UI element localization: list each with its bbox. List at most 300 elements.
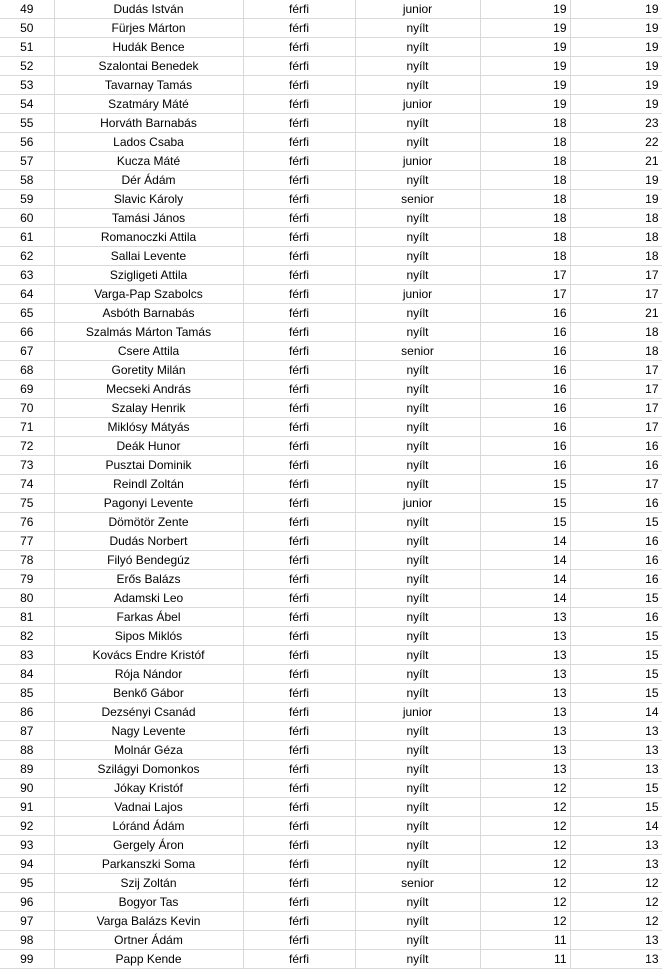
gender-cell: férfi [243,836,355,855]
category-cell: nyílt [355,760,480,779]
gender-cell: férfi [243,931,355,950]
name-cell: Pagonyi Levente [54,494,243,513]
gender-cell: férfi [243,893,355,912]
category-cell: nyílt [355,304,480,323]
name-cell: Dezsényi Csanád [54,703,243,722]
table-row [0,114,662,133]
rank-cell: 92 [0,817,54,836]
score-cell: 12 [480,779,570,798]
rank-cell: 93 [0,836,54,855]
category-cell: junior [355,95,480,114]
rank-cell: 74 [0,475,54,494]
name-cell: Sipos Miklós [54,627,243,646]
gender-cell: férfi [243,304,355,323]
table-row [0,665,662,684]
rank-cell: 78 [0,551,54,570]
table-row [0,19,662,38]
gender-cell: férfi [243,589,355,608]
gender-cell: férfi [243,912,355,931]
category-cell: nyílt [355,608,480,627]
best-score-cell: 23 [570,114,662,133]
score-cell: 13 [480,665,570,684]
category-cell: nyílt [355,627,480,646]
score-cell: 12 [480,836,570,855]
name-cell: Ortner Ádám [54,931,243,950]
name-cell: Varga Balázs Kevin [54,912,243,931]
gender-cell: férfi [243,456,355,475]
best-score-cell: 17 [570,361,662,380]
category-cell: nyílt [355,646,480,665]
name-cell: Lóránd Ádám [54,817,243,836]
gender-cell: férfi [243,95,355,114]
category-cell: nyílt [355,247,480,266]
category-cell: nyílt [355,912,480,931]
name-cell: Lados Csaba [54,133,243,152]
score-cell: 13 [480,684,570,703]
table-row [0,912,662,931]
name-cell: Erős Balázs [54,570,243,589]
gender-cell: férfi [243,38,355,57]
best-score-cell: 17 [570,285,662,304]
best-score-cell: 15 [570,627,662,646]
table-row [0,513,662,532]
score-cell: 17 [480,285,570,304]
rank-cell: 99 [0,950,54,969]
best-score-cell: 17 [570,418,662,437]
score-cell: 14 [480,570,570,589]
gender-cell: férfi [243,380,355,399]
table-row [0,551,662,570]
category-cell: nyílt [355,684,480,703]
category-cell: nyílt [355,551,480,570]
name-cell: Horváth Barnabás [54,114,243,133]
best-score-cell: 15 [570,684,662,703]
best-score-cell: 19 [570,76,662,95]
table-row [0,684,662,703]
best-score-cell: 19 [570,38,662,57]
gender-cell: férfi [243,399,355,418]
category-cell: nyílt [355,532,480,551]
gender-cell: férfi [243,266,355,285]
category-cell: nyílt [355,380,480,399]
score-cell: 16 [480,323,570,342]
best-score-cell: 13 [570,950,662,969]
gender-cell: férfi [243,190,355,209]
category-cell: senior [355,342,480,361]
best-score-cell: 22 [570,133,662,152]
name-cell: Dömötör Zente [54,513,243,532]
name-cell: Adamski Leo [54,589,243,608]
best-score-cell: 18 [570,323,662,342]
category-cell: junior [355,0,480,19]
category-cell: junior [355,703,480,722]
rank-cell: 49 [0,0,54,19]
name-cell: Pusztai Dominik [54,456,243,475]
rank-cell: 94 [0,855,54,874]
score-cell: 19 [480,57,570,76]
best-score-cell: 12 [570,912,662,931]
best-score-cell: 16 [570,532,662,551]
table-row [0,779,662,798]
rank-cell: 89 [0,760,54,779]
category-cell: nyílt [355,76,480,95]
gender-cell: férfi [243,0,355,19]
best-score-cell: 19 [570,57,662,76]
name-cell: Reindl Zoltán [54,475,243,494]
best-score-cell: 16 [570,608,662,627]
gender-cell: férfi [243,532,355,551]
best-score-cell: 17 [570,266,662,285]
name-cell: Csere Attila [54,342,243,361]
rank-cell: 51 [0,38,54,57]
score-cell: 19 [480,38,570,57]
table-row [0,836,662,855]
category-cell: nyílt [355,437,480,456]
category-cell: nyílt [355,741,480,760]
name-cell: Romanoczki Attila [54,228,243,247]
gender-cell: férfi [243,342,355,361]
score-cell: 12 [480,798,570,817]
table-row [0,228,662,247]
score-cell: 17 [480,266,570,285]
best-score-cell: 19 [570,0,662,19]
name-cell: Nagy Levente [54,722,243,741]
rank-cell: 73 [0,456,54,475]
category-cell: nyílt [355,893,480,912]
score-cell: 18 [480,247,570,266]
gender-cell: férfi [243,855,355,874]
rank-cell: 95 [0,874,54,893]
score-cell: 16 [480,342,570,361]
table-row [0,285,662,304]
table-row [0,209,662,228]
table-row [0,494,662,513]
table-row [0,456,662,475]
category-cell: nyílt [355,266,480,285]
gender-cell: férfi [243,874,355,893]
name-cell: Hudák Bence [54,38,243,57]
rank-cell: 77 [0,532,54,551]
rank-cell: 80 [0,589,54,608]
gender-cell: férfi [243,133,355,152]
table-row [0,570,662,589]
rank-cell: 72 [0,437,54,456]
rank-cell: 88 [0,741,54,760]
category-cell: nyílt [355,418,480,437]
rank-cell: 84 [0,665,54,684]
table-row [0,342,662,361]
table-row [0,741,662,760]
table-row [0,190,662,209]
score-cell: 19 [480,0,570,19]
gender-cell: férfi [243,76,355,95]
rank-cell: 81 [0,608,54,627]
gender-cell: férfi [243,437,355,456]
gender-cell: férfi [243,665,355,684]
gender-cell: férfi [243,627,355,646]
category-cell: nyílt [355,114,480,133]
rank-cell: 76 [0,513,54,532]
table-row [0,171,662,190]
table-row [0,0,662,19]
table-row [0,152,662,171]
score-cell: 19 [480,19,570,38]
category-cell: nyílt [355,665,480,684]
category-cell: nyílt [355,399,480,418]
table-row [0,133,662,152]
name-cell: Rója Nándor [54,665,243,684]
name-cell: Bogyor Tas [54,893,243,912]
best-score-cell: 17 [570,399,662,418]
best-score-cell: 15 [570,798,662,817]
table-row [0,399,662,418]
gender-cell: férfi [243,285,355,304]
name-cell: Szalmás Márton Tamás [54,323,243,342]
gender-cell: férfi [243,228,355,247]
score-cell: 13 [480,722,570,741]
best-score-cell: 17 [570,475,662,494]
best-score-cell: 13 [570,855,662,874]
table-row [0,304,662,323]
table-row [0,798,662,817]
name-cell: Szatmáry Máté [54,95,243,114]
name-cell: Tavarnay Tamás [54,76,243,95]
rank-cell: 90 [0,779,54,798]
gender-cell: férfi [243,722,355,741]
score-cell: 12 [480,893,570,912]
category-cell: nyílt [355,817,480,836]
best-score-cell: 21 [570,152,662,171]
score-cell: 16 [480,304,570,323]
name-cell: Molnár Géza [54,741,243,760]
best-score-cell: 16 [570,437,662,456]
rank-cell: 97 [0,912,54,931]
name-cell: Szalontai Benedek [54,57,243,76]
best-score-cell: 15 [570,665,662,684]
table-row [0,361,662,380]
best-score-cell: 13 [570,931,662,950]
category-cell: nyílt [355,133,480,152]
score-cell: 16 [480,380,570,399]
table-row [0,266,662,285]
table-row [0,589,662,608]
rank-cell: 67 [0,342,54,361]
best-score-cell: 12 [570,893,662,912]
table-row [0,247,662,266]
category-cell: nyílt [355,228,480,247]
table-row [0,608,662,627]
name-cell: Mecseki András [54,380,243,399]
best-score-cell: 21 [570,304,662,323]
score-cell: 15 [480,475,570,494]
score-cell: 18 [480,190,570,209]
gender-cell: férfi [243,741,355,760]
gender-cell: férfi [243,779,355,798]
rank-cell: 85 [0,684,54,703]
rank-cell: 65 [0,304,54,323]
name-cell: Asbóth Barnabás [54,304,243,323]
table-row [0,532,662,551]
rank-cell: 75 [0,494,54,513]
best-score-cell: 15 [570,589,662,608]
score-cell: 16 [480,437,570,456]
table-row [0,931,662,950]
table-row [0,627,662,646]
score-cell: 18 [480,114,570,133]
category-cell: nyílt [355,171,480,190]
best-score-cell: 18 [570,342,662,361]
score-cell: 14 [480,532,570,551]
name-cell: Szalay Henrik [54,399,243,418]
name-cell: Miklósy Mátyás [54,418,243,437]
best-score-cell: 12 [570,874,662,893]
gender-cell: férfi [243,57,355,76]
best-score-cell: 15 [570,513,662,532]
rank-cell: 79 [0,570,54,589]
rank-cell: 53 [0,76,54,95]
table-row [0,703,662,722]
category-cell: nyílt [355,513,480,532]
gender-cell: férfi [243,608,355,627]
category-cell: nyílt [355,722,480,741]
score-cell: 13 [480,608,570,627]
rank-cell: 82 [0,627,54,646]
rank-cell: 59 [0,190,54,209]
gender-cell: férfi [243,817,355,836]
score-cell: 12 [480,874,570,893]
gender-cell: férfi [243,171,355,190]
best-score-cell: 18 [570,247,662,266]
score-cell: 15 [480,513,570,532]
table-row [0,380,662,399]
table-row [0,323,662,342]
score-cell: 11 [480,931,570,950]
gender-cell: férfi [243,570,355,589]
category-cell: junior [355,494,480,513]
table-row [0,95,662,114]
name-cell: Slavic Károly [54,190,243,209]
name-cell: Dér Ádám [54,171,243,190]
score-cell: 18 [480,209,570,228]
gender-cell: férfi [243,209,355,228]
category-cell: nyílt [355,57,480,76]
category-cell: nyílt [355,589,480,608]
category-cell: nyílt [355,779,480,798]
category-cell: nyílt [355,456,480,475]
rank-cell: 60 [0,209,54,228]
gender-cell: férfi [243,418,355,437]
rank-cell: 62 [0,247,54,266]
best-score-cell: 19 [570,19,662,38]
gender-cell: férfi [243,247,355,266]
category-cell: junior [355,152,480,171]
table-row [0,760,662,779]
best-score-cell: 19 [570,171,662,190]
name-cell: Papp Kende [54,950,243,969]
score-cell: 14 [480,551,570,570]
table-row [0,57,662,76]
rank-cell: 61 [0,228,54,247]
table-row [0,76,662,95]
best-score-cell: 19 [570,95,662,114]
rank-cell: 71 [0,418,54,437]
category-cell: nyílt [355,38,480,57]
name-cell: Fürjes Márton [54,19,243,38]
name-cell: Gergely Áron [54,836,243,855]
best-score-cell: 18 [570,209,662,228]
table-row [0,646,662,665]
score-cell: 19 [480,95,570,114]
category-cell: nyílt [355,836,480,855]
name-cell: Tamási János [54,209,243,228]
category-cell: nyílt [355,855,480,874]
table-row [0,855,662,874]
score-cell: 18 [480,228,570,247]
rank-cell: 55 [0,114,54,133]
best-score-cell: 18 [570,228,662,247]
score-cell: 13 [480,646,570,665]
rank-cell: 83 [0,646,54,665]
rank-cell: 86 [0,703,54,722]
gender-cell: férfi [243,114,355,133]
category-cell: nyílt [355,209,480,228]
name-cell: Deák Hunor [54,437,243,456]
score-cell: 11 [480,950,570,969]
name-cell: Filyó Bendegúz [54,551,243,570]
category-cell: nyílt [355,323,480,342]
rank-cell: 68 [0,361,54,380]
best-score-cell: 14 [570,703,662,722]
category-cell: nyílt [355,950,480,969]
score-cell: 12 [480,855,570,874]
best-score-cell: 13 [570,722,662,741]
gender-cell: férfi [243,950,355,969]
category-cell: junior [355,285,480,304]
score-cell: 16 [480,361,570,380]
best-score-cell: 16 [570,494,662,513]
best-score-cell: 15 [570,779,662,798]
score-cell: 14 [480,589,570,608]
score-cell: 18 [480,152,570,171]
name-cell: Szigligeti Attila [54,266,243,285]
rank-cell: 66 [0,323,54,342]
score-cell: 19 [480,76,570,95]
score-cell: 12 [480,817,570,836]
name-cell: Sallai Levente [54,247,243,266]
table-row [0,722,662,741]
score-cell: 18 [480,171,570,190]
best-score-cell: 16 [570,456,662,475]
rank-cell: 69 [0,380,54,399]
gender-cell: férfi [243,513,355,532]
rank-cell: 57 [0,152,54,171]
name-cell: Kovács Endre Kristóf [54,646,243,665]
gender-cell: férfi [243,684,355,703]
gender-cell: férfi [243,703,355,722]
rank-cell: 64 [0,285,54,304]
rank-cell: 91 [0,798,54,817]
name-cell: Szij Zoltán [54,874,243,893]
table-row [0,38,662,57]
gender-cell: férfi [243,19,355,38]
best-score-cell: 19 [570,190,662,209]
rank-cell: 70 [0,399,54,418]
category-cell: nyílt [355,570,480,589]
category-cell: nyílt [355,19,480,38]
gender-cell: férfi [243,475,355,494]
best-score-cell: 14 [570,817,662,836]
category-cell: nyílt [355,931,480,950]
